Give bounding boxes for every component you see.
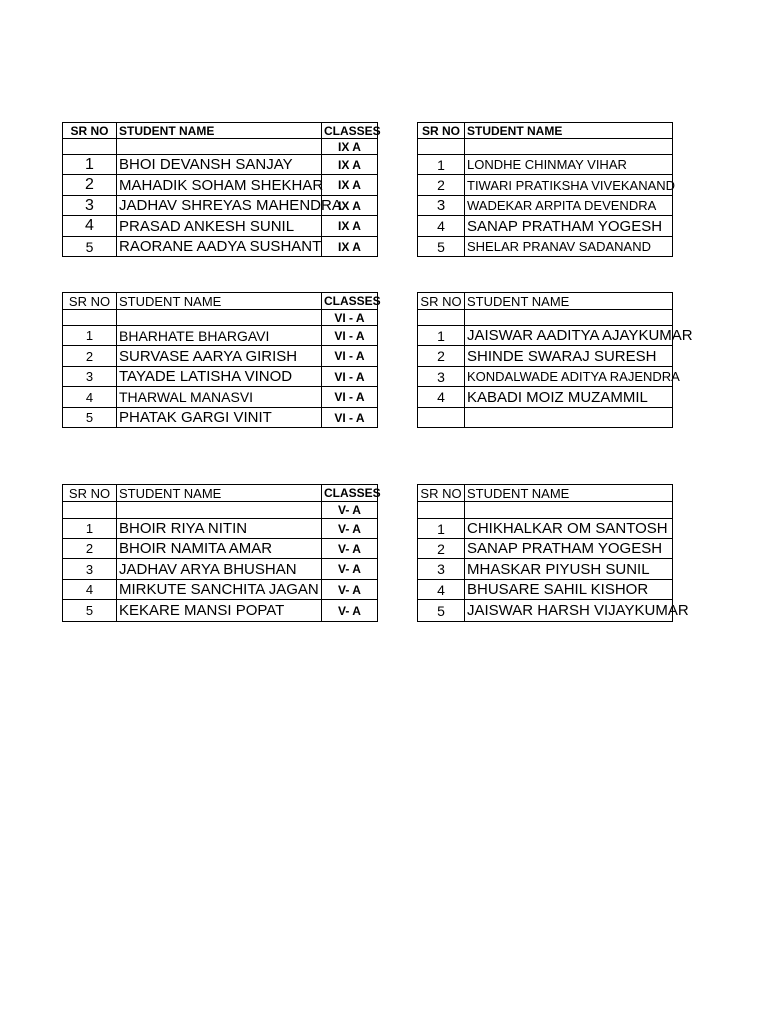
sr-no-cell: 1 [418,519,465,539]
table-row [418,387,673,408]
table-row [418,580,673,600]
table-header-row [63,123,378,139]
student-name-cell: BHARHATE BHARGAVI [117,326,322,346]
sr-no-cell: 4 [63,216,117,237]
student-name-cell: MIRKUTE SANCHITA JAGAN [117,580,322,600]
student-name-cell: PHATAK GARGI VINIT [117,408,322,428]
table-row [63,559,378,580]
sr-no-cell: 3 [418,367,465,387]
empty-cell [117,310,322,326]
class-cell: V- A [322,559,378,580]
table-row [418,600,673,622]
student-name-cell: MAHADIK SOHAM SHEKHAR [117,175,322,196]
class-cell: V- A [322,580,378,600]
student-name-cell: KONDALWADE ADITYA RAJENDRA [465,367,673,387]
sr-no-cell: 2 [418,175,465,196]
empty-cell [117,502,322,519]
student-name-cell: BHOIR NAMITA AMAR [117,539,322,559]
student-name-cell: RAORANE AADYA SUSHANT [117,237,322,257]
table-row [418,216,673,237]
student-name-cell: BHOIR RIYA NITIN [117,519,322,539]
table-row [63,326,378,346]
sr-no-cell: 1 [63,519,117,539]
class-cell: V- A [322,519,378,539]
table-row [63,237,378,257]
table-header-row [418,123,673,139]
class-label-row [63,139,378,155]
class-cell: VI - A [322,387,378,408]
sr-no-header: SR NO [63,293,117,310]
class-ix-a-table [62,122,381,257]
sr-no-cell: 3 [418,196,465,216]
class-cell: VI - A [322,326,378,346]
table-row [418,408,673,428]
student-name-cell [465,408,673,428]
student-name-cell: TIWARI PRATIKSHA VIVEKANAND [465,175,673,196]
student-name-cell: KABADI MOIZ MUZAMMIL [465,387,673,408]
classes-header: CLASSES [322,485,378,502]
student-name-cell: JADHAV ARYA BHUSHAN [117,559,322,580]
student-name-cell: JADHAV SHREYAS MAHENDRA [117,196,322,216]
table-row [63,600,378,622]
sr-no-cell: 4 [418,580,465,600]
student-name-cell: PRASAD ANKESH SUNIL [117,216,322,237]
sr-no-cell: 3 [63,196,117,216]
sr-no-header: SR NO [418,293,465,310]
empty-cell [63,139,117,155]
student-name-cell: BHUSARE SAHIL KISHOR [465,580,673,600]
blank-row [418,139,673,155]
sr-no-cell: 1 [418,326,465,346]
table-row [418,237,673,257]
student-name-cell: JAISWAR HARSH VIJAYKUMAR [465,600,673,622]
class-label: V- A [322,502,378,519]
empty-cell [465,502,673,519]
table-row [63,367,378,387]
table-row [418,326,673,346]
sr-no-cell: 3 [418,559,465,580]
student-name-cell: SURVASE AARYA GIRISH [117,346,322,367]
table-row [418,346,673,367]
table-header-row [63,293,378,310]
table-header-row [418,485,673,502]
class-cell: IX A [322,216,378,237]
blank-row [418,310,673,326]
table-row [63,175,378,196]
sr-no-cell: 1 [63,155,117,175]
table-row [418,196,673,216]
empty-cell [418,139,465,155]
table-header-row [418,293,673,310]
students-table-2 [417,122,676,257]
student-name-cell: SANAP PRATHAM YOGESH [465,216,673,237]
sr-no-header: SR NO [418,123,465,139]
sr-no-cell: 3 [63,367,117,387]
student-name-header: STUDENT NAME [117,293,322,310]
student-name-header: STUDENT NAME [117,123,322,139]
student-name-cell: BHOI DEVANSH SANJAY [117,155,322,175]
sr-no-cell: 2 [63,175,117,196]
empty-cell [418,502,465,519]
student-name-cell: SHELAR PRANAV SADANAND [465,237,673,257]
sr-no-header: SR NO [63,123,117,139]
table-header-row [63,485,378,502]
sr-no-cell: 4 [418,387,465,408]
student-name-header: STUDENT NAME [465,123,673,139]
table-row [63,408,378,428]
sr-no-cell: 1 [418,155,465,175]
table-row [418,367,673,387]
sr-no-cell: 1 [63,326,117,346]
sr-no-cell: 2 [63,346,117,367]
table-row [418,175,673,196]
empty-cell [465,139,673,155]
table-row [418,559,673,580]
student-name-cell: WADEKAR ARPITA DEVENDRA [465,196,673,216]
students-table-6 [417,484,689,622]
class-cell: V- A [322,539,378,559]
table-row [63,346,378,367]
student-name-cell: JAISWAR AADITYA AJAYKUMAR [465,326,673,346]
sr-no-cell: 5 [418,600,465,622]
class-cell: VI - A [322,367,378,387]
table-row [63,155,378,175]
class-label-row [63,502,378,519]
student-name-cell: TAYADE LATISHA VINOD [117,367,322,387]
student-name-cell: KEKARE MANSI POPAT [117,600,322,622]
class-cell: VI - A [322,346,378,367]
classes-header: CLASSES [322,293,378,310]
student-name-cell: SHINDE SWARAJ SURESH [465,346,673,367]
empty-cell [465,310,673,326]
student-name-cell: SANAP PRATHAM YOGESH [465,539,673,559]
empty-cell [63,502,117,519]
class-cell: IX A [322,237,378,257]
empty-cell [418,310,465,326]
table-row [63,387,378,408]
class-v-a-table [62,484,381,622]
sr-no-cell: 2 [63,539,117,559]
table-row [418,519,673,539]
blank-row [418,502,673,519]
sr-no-cell: 3 [63,559,117,580]
table-row [63,216,378,237]
table-row [63,196,378,216]
class-vi-a-table [62,292,381,428]
table-row [63,519,378,539]
sr-no-cell: 2 [418,539,465,559]
sr-no-cell: 4 [63,387,117,408]
class-cell: IX A [322,196,378,216]
student-name-cell: CHIKHALKAR OM SANTOSH [465,519,673,539]
student-name-cell: LONDHE CHINMAY VIHAR [465,155,673,175]
table-row [418,539,673,559]
class-label-row [63,310,378,326]
table-row [63,539,378,559]
sr-no-cell: 5 [418,237,465,257]
sr-no-header: SR NO [418,485,465,502]
sr-no-cell: 5 [63,237,117,257]
student-name-header: STUDENT NAME [465,293,673,310]
sr-no-header: SR NO [63,485,117,502]
students-table-4 [417,292,693,428]
sr-no-cell: 5 [63,600,117,622]
student-name-cell: THARWAL MANASVI [117,387,322,408]
student-name-header: STUDENT NAME [465,485,673,502]
empty-cell [63,310,117,326]
empty-cell [117,139,322,155]
class-cell: VI - A [322,408,378,428]
class-cell: IX A [322,155,378,175]
class-cell: IX A [322,175,378,196]
student-name-cell: MHASKAR PIYUSH SUNIL [465,559,673,580]
sr-no-cell: 4 [418,216,465,237]
sr-no-cell: 4 [63,580,117,600]
sr-no-cell: 5 [63,408,117,428]
sr-no-cell [418,408,465,428]
class-cell: V- A [322,600,378,622]
table-row [63,580,378,600]
sr-no-cell: 2 [418,346,465,367]
class-label: VI - A [322,310,378,326]
student-name-header: STUDENT NAME [117,485,322,502]
class-label: IX A [322,139,378,155]
classes-header: CLASSES [322,123,378,139]
table-row [418,155,673,175]
